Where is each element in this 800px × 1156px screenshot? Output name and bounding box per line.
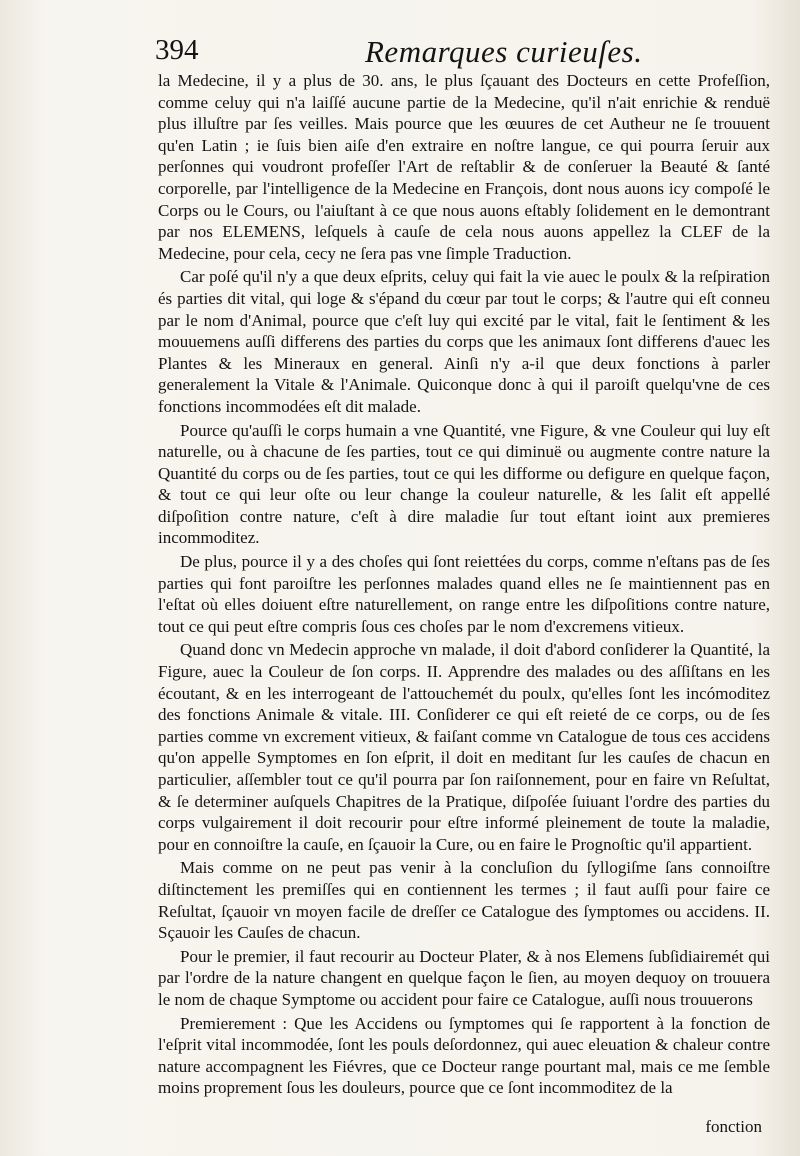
paragraph-5: Quand donc vn Medecin approche vn malade, il doit d'abord conſiderer la Quantité, la Figure, auec la Couleur de ſon corps. II. Apprendre des malades ou des aſſiſtans en les écoutant, & en les interrogeant de l'attouchemét du poulx, qu'elles ſont les incómoditez des fonctions Animale & vitale. III. Conſiderer ce qui eſt reieté de ce corps, ou de ſes parties comme vn excrement vitieux, & faiſant comme vn Catalogue de tous ces accidens qu'on appelle Symptomes en ſon eſprit, il doit en meditant ſur les cauſes de chacun en particulier, aſſembler tout ce qu'il pourra par ſon raiſonnement, pour en faire vn Reſultat, & ſe determiner auſquels Chapitres de la Pratique, diſpoſée ſuiuant l'ordre des parties du corps vulgairement il doit recourir pour eſtre informé pleinement de toute la maladie, pour en connoiſtre la cauſe, en ſçauoir la Cure, ou en faire le Prognoſtic qu'il appartient. — [158, 640, 770, 854]
running-title: Remarques curieuſes. — [365, 34, 643, 69]
body-text — [158, 70, 770, 1099]
paragraph-4: De plus, pource il y a des choſes qui ſont reiettées du corps, comme n'eſtans pas de ſes parties qui font paroiſtre les perſonnes malades quand elles ne ſe maintiennent pas en l'eſtat où elles doiuent eſtre naturellement, on range entre les diſpoſitions contre nature, tout ce qui peut eſtre compris ſous ces choſes par le nom d'excremens vitieux. — [158, 552, 770, 636]
paragraph-6: Mais comme on ne peut pas venir à la concluſion du ſyllogiſme ſans connoiſtre diſtinctement les premiſſes qui en contiennent les termes ; il faut auſſi pour faire ce Reſultat, ſçauoir vn moyen facile de dreſſer ce Catalogue des ſymptomes ou accidens. II. Sçauoir les Cauſes de chacun. — [158, 858, 770, 943]
paragraph-7: Pour le premier, il faut recourir au Docteur Plater, & à nos Elemens ſubſidiairemét qui par l'ordre de la nature changent en quelque façon le ſien, au moyen dequoy on trouuera le nom de chaque Symptome ou accident pour faire ce Catalogue, auſſi nous trouuerons — [158, 946, 770, 1009]
paragraph-2: Car poſé qu'il n'y a que deux eſprits, celuy qui fait la vie auec le poulx & la reſpiration és parties dit vital, qui loge & s'épand du cœur par tout le corps; & l'autre qui eſt conneu par le nom d'Animal, pource que c'eſt luy qui excité par le vital, fait le ſentiment & les mouuemens auſſi differens des parties du corps que les animaux ſont differens d'auec les Plantes & les Mineraux en general. Ainſi n'y a-il que deux fonctions à parler generalement la Vitale & l'Animale. Quiconque donc à qui il paroiſt quelqu'vne de ces fonctions incommodées eſt dit malade. — [158, 267, 770, 416]
running-head — [155, 34, 760, 74]
paragraph-1: la Medecine, il y a plus de 30. ans, le plus ſçauant des Docteurs en cette Profeſſion, comme celuy qui n'a laiſſé aucune partie de la Medecine, qu'il n'ait enrichie & renduë plus illuſtre par ſes veilles. Mais pource que les œuures de cet Autheur ne ſe trouuent qu'en Latin ; ie ſuis bien aiſe d'en extraire en noſtre langue, ce qui pourra ſeruir aux perſonnes qui voudront profeſſer l'Art de reſtablir & de conſeruer la Beauté & ſanté corporelle, par l'intelligence de la Medecine en François, dont nous auons icy compoſé le Corps ou le Cours, ou l'aiuſtant à ce que nous auons eſtably ſolidement en le demontrant par nos ELEMENS, leſquels à cauſe de cela nous auons appellez la CLEF de la Medecine, pour cela, cecy ne ſera pas vne ſimple Traduction. — [158, 71, 770, 263]
paragraph-8: Premierement : Que les Accidens ou ſymptomes qui ſe rapportent à la fonction de l'eſprit vital incommodée, ſont les pouls deſordonnez, qui auec eleuation & chaleur contre nature accompagnent les Fiévres, que ce Docteur range pourtant mal, mais ce me ſemble moins proprement ſous les douleurs, pource que ce ſont incommoditez de la — [158, 1013, 770, 1098]
page-number: 394 — [155, 34, 199, 66]
paragraph-3: Pource qu'auſſi le corps humain a vne Quantité, vne Figure, & vne Couleur qui luy eſt naturelle, ou à chacune de ſes parties, tout ce qui diminuë ou augmente contre nature la Quantité du corps ou de ſes parties, tout ce qui les difforme ou defigure en quelque façon, & tout ce qui leur oſte ou leur change la couleur naturelle, & les ſalit eſt appellé diſpoſition contre nature, c'eſt à dire maladie ſur tout eſtant ioint aux premieres incommoditez. — [158, 420, 770, 548]
catchword: fonction — [705, 1117, 762, 1136]
